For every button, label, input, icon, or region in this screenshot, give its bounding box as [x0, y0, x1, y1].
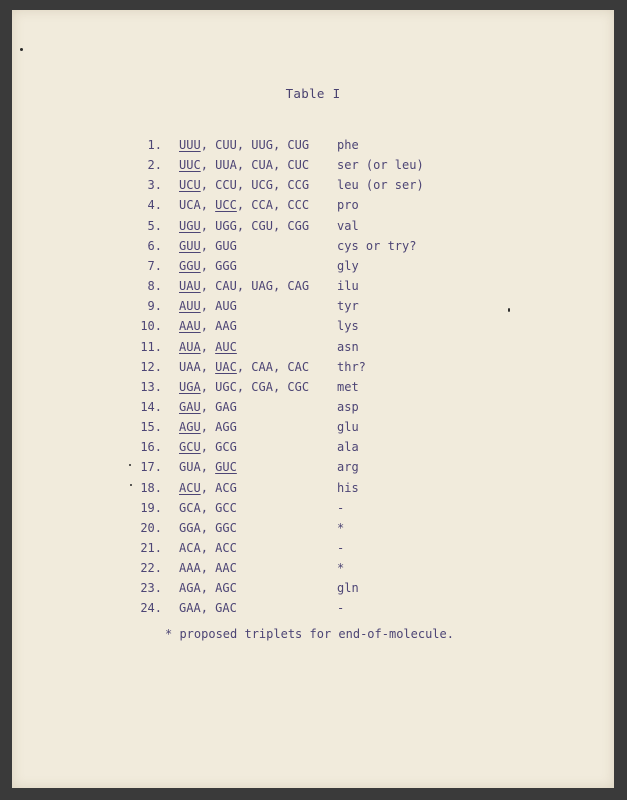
- row-number: 18.: [140, 480, 162, 495]
- codon-underlined: AAU: [179, 319, 201, 334]
- table-row: [12, 259, 614, 279]
- row-number: 6.: [147, 238, 162, 253]
- codon-list: UCA, UCC, CCA, CCC: [179, 198, 310, 213]
- table-row: [12, 319, 614, 339]
- amino-acid: *: [337, 520, 345, 535]
- table-row: [12, 601, 614, 621]
- codon: GCC: [215, 500, 237, 515]
- codon-list: GAA, GAC: [179, 601, 237, 616]
- codon-list: UGU, UGG, CGU, CGG: [179, 218, 310, 233]
- table-row: [12, 178, 614, 198]
- row-number: 14.: [140, 399, 162, 414]
- amino-acid: leu (or ser): [337, 178, 424, 193]
- codon-list: AUU, AUG: [179, 299, 237, 314]
- row-number: 21.: [140, 541, 162, 555]
- amino-acid: *: [337, 561, 345, 576]
- document-page: [12, 10, 614, 788]
- amino-acid: pro: [337, 198, 359, 213]
- codon-list: AAA, AAC: [179, 561, 237, 576]
- amino-acid: arg: [337, 460, 359, 475]
- codon-list: GGU, GGG: [179, 258, 237, 273]
- codon: UAA: [179, 359, 201, 374]
- codon-underlined: UGU: [179, 218, 201, 233]
- codon-list: GAU, GAG: [179, 399, 237, 414]
- codon: GGG: [215, 258, 237, 273]
- row-number: 7.: [147, 258, 162, 273]
- codon-underlined: GUC: [215, 460, 237, 475]
- row-number: 24.: [140, 601, 162, 616]
- amino-acid: -: [337, 500, 345, 515]
- codon-list: GGA, GGC: [179, 520, 237, 535]
- codon-list: AUA, AUC: [179, 339, 237, 354]
- codon-underlined: UCU: [179, 178, 201, 193]
- row-number: 13.: [140, 379, 162, 394]
- row-number: 11.: [140, 339, 162, 354]
- codon: GUA: [179, 460, 201, 475]
- table-row: [12, 299, 614, 319]
- row-number: 16.: [140, 440, 162, 455]
- amino-acid: met: [337, 379, 359, 394]
- row-number: 8.: [147, 279, 162, 294]
- codon: GUG: [215, 238, 237, 253]
- codon: AAG: [215, 319, 237, 334]
- table-row: [12, 219, 614, 239]
- amino-acid: asn: [337, 339, 359, 354]
- table-row: [12, 460, 614, 480]
- codon: CGA: [251, 379, 273, 394]
- codon: UGG: [215, 218, 237, 233]
- codon-underlined: UGA: [179, 379, 201, 394]
- codon: CAC: [287, 359, 310, 374]
- row-number: 4.: [147, 198, 162, 213]
- amino-acid: thr?: [337, 359, 366, 374]
- amino-acid: ala: [337, 440, 359, 455]
- row-number: 3.: [147, 178, 162, 193]
- amino-acid: gln: [337, 581, 359, 596]
- amino-acid: ilu: [337, 279, 359, 294]
- codon: UCA: [179, 198, 201, 213]
- table-row: [12, 138, 614, 158]
- table-row: [12, 440, 614, 460]
- codon: GAG: [215, 399, 237, 414]
- table-row: [12, 400, 614, 420]
- table-row: [12, 420, 614, 440]
- codon: CAA: [251, 359, 273, 374]
- codon: UGC: [215, 379, 237, 394]
- row-number: 1.: [147, 138, 162, 152]
- table-row: [12, 279, 614, 299]
- codon-underlined: UCC: [215, 198, 237, 213]
- codon: AGG: [215, 420, 237, 435]
- row-number: 17.: [140, 460, 162, 475]
- codon: CAG: [287, 279, 310, 294]
- codon-list: AAU, AAG: [179, 319, 237, 334]
- amino-acid: -: [337, 601, 345, 616]
- table-row: [12, 340, 614, 360]
- codon: GCG: [215, 440, 237, 455]
- codon: GGA: [179, 520, 201, 535]
- codon: GAC: [215, 601, 237, 616]
- codon: AAC: [215, 561, 237, 576]
- amino-acid: phe: [337, 138, 359, 152]
- codon: CCG: [287, 178, 310, 193]
- codon-underlined: AUU: [179, 299, 201, 314]
- codon-list: GCA, GCC: [179, 500, 237, 515]
- codon: AGC: [215, 581, 237, 596]
- codon-underlined: ACU: [179, 480, 201, 495]
- codon: CCA: [251, 198, 273, 213]
- row-number: 15.: [140, 420, 162, 435]
- codon-underlined: GGU: [179, 258, 201, 273]
- codon: GCA: [179, 500, 201, 515]
- table-row: [12, 521, 614, 541]
- codon: CAU: [215, 279, 237, 294]
- codon-underlined: GUU: [179, 238, 201, 253]
- codon: CUG: [287, 138, 310, 152]
- codon: GGC: [215, 520, 237, 535]
- table-row: [12, 158, 614, 178]
- codon-list: AGU, AGG: [179, 420, 237, 435]
- codon-list: UGA, UGC, CGA, CGC: [179, 379, 310, 394]
- codon-underlined: UUU: [179, 138, 201, 152]
- margin-speck: [20, 48, 23, 51]
- codon-list: UUU, CUU, UUG, CUG: [179, 138, 310, 152]
- row-number: 19.: [140, 500, 162, 515]
- codon: GAA: [179, 601, 201, 616]
- codon: CUC: [287, 158, 310, 173]
- codon-list: ACA, ACC: [179, 541, 237, 555]
- table-row: [12, 501, 614, 521]
- codon: ACC: [215, 541, 237, 555]
- margin-speck: [129, 464, 131, 466]
- codon: CUA: [251, 158, 273, 173]
- codon-underlined: GCU: [179, 440, 201, 455]
- codon: UUG: [251, 138, 273, 152]
- codon: UCG: [251, 178, 273, 193]
- row-number: 20.: [140, 520, 162, 535]
- codon: CGG: [287, 218, 310, 233]
- table-title: Table I: [285, 86, 341, 101]
- table-row: [12, 239, 614, 259]
- codon-underlined: UAU: [179, 279, 201, 294]
- codon-list: UAA, UAC, CAA, CAC: [179, 359, 310, 374]
- codon: AUG: [215, 299, 237, 314]
- codon: ACA: [179, 541, 201, 555]
- table-row: [12, 380, 614, 400]
- amino-acid: glu: [337, 420, 359, 435]
- amino-acid: lys: [337, 319, 359, 334]
- table-row: [12, 481, 614, 501]
- codon: AAA: [179, 561, 201, 576]
- amino-acid: tyr: [337, 299, 359, 314]
- table-row: [12, 360, 614, 380]
- amino-acid: asp: [337, 399, 359, 414]
- codon-list: GUU, GUG: [179, 238, 237, 253]
- codon-underlined: AUA: [179, 339, 201, 354]
- codon: AGA: [179, 581, 201, 596]
- codon-list: UUC, UUA, CUA, CUC: [179, 158, 310, 173]
- table-row: [12, 541, 614, 561]
- footnote: * proposed triplets for end-of-molecule.: [165, 627, 454, 641]
- row-number: 5.: [147, 218, 162, 233]
- row-number: 10.: [140, 319, 162, 334]
- codon-underlined: AGU: [179, 420, 201, 435]
- codon-underlined: GAU: [179, 399, 201, 414]
- codon: UUA: [215, 158, 237, 173]
- codon-underlined: UAC: [215, 359, 237, 374]
- codon-list: ACU, ACG: [179, 480, 237, 495]
- codon: UAG: [251, 279, 273, 294]
- row-number: 22.: [140, 561, 162, 576]
- codon: CUU: [215, 138, 237, 152]
- codon-list: AGA, AGC: [179, 581, 237, 596]
- table-row: [12, 198, 614, 218]
- row-number: 9.: [147, 299, 162, 314]
- amino-acid: cys or try?: [337, 238, 417, 253]
- amino-acid: gly: [337, 258, 359, 273]
- codon-underlined: UUC: [179, 158, 201, 173]
- codon-list: GUA, GUC: [179, 460, 237, 475]
- codon: CGC: [287, 379, 310, 394]
- row-number: 2.: [147, 158, 162, 173]
- margin-speck: [130, 484, 132, 486]
- table-row: [12, 561, 614, 581]
- codon: CGU: [251, 218, 273, 233]
- amino-acid: ser (or leu): [337, 158, 424, 173]
- codon-list: UAU, CAU, UAG, CAG: [179, 279, 310, 294]
- row-number: 12.: [140, 359, 162, 374]
- amino-acid: -: [337, 541, 345, 555]
- row-number: 23.: [140, 581, 162, 596]
- codon: ACG: [215, 480, 237, 495]
- codon: CCU: [215, 178, 237, 193]
- margin-speck: [508, 308, 510, 312]
- codon-underlined: AUC: [215, 339, 237, 354]
- amino-acid: val: [337, 218, 359, 233]
- codon-list: UCU, CCU, UCG, CCG: [179, 178, 310, 193]
- codon: CCC: [287, 198, 310, 213]
- codon-list: GCU, GCG: [179, 440, 237, 455]
- amino-acid: his: [337, 480, 359, 495]
- table-row: [12, 581, 614, 601]
